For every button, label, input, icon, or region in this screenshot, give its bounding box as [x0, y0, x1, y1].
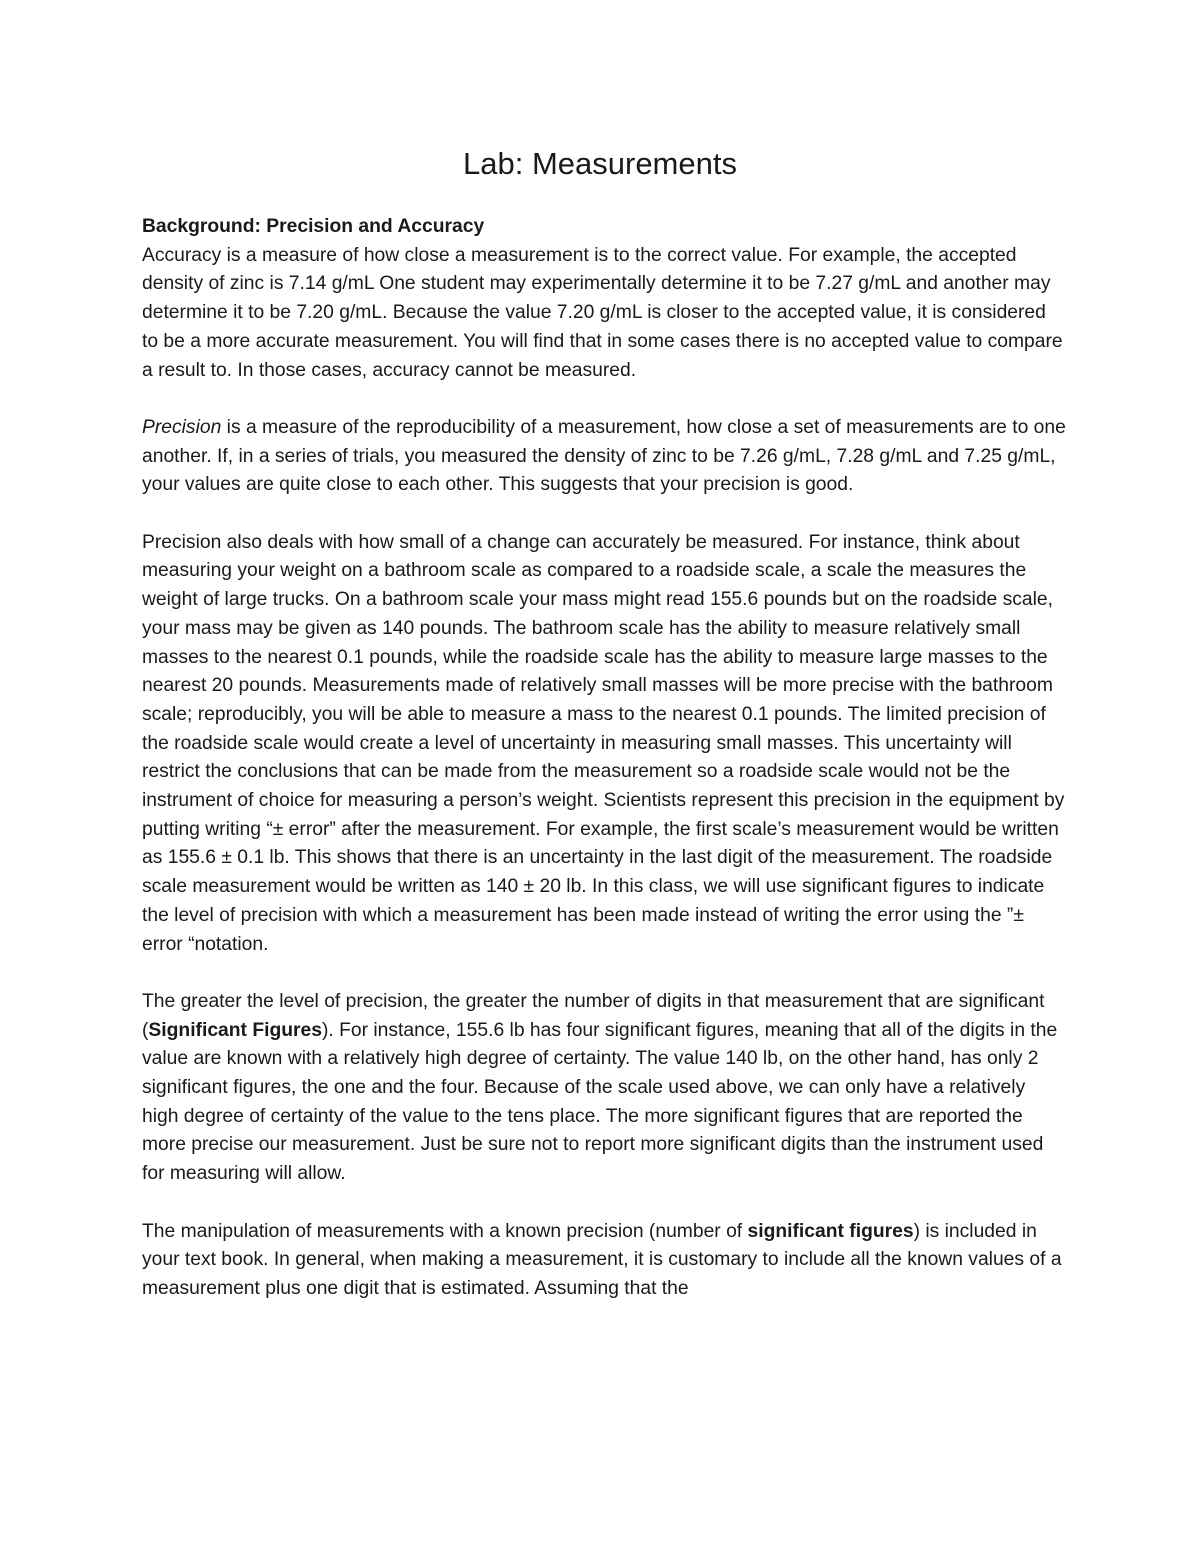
paragraph-sigfig-after: ). For instance, 155.6 lb has four significant figures, meaning that all of the digits in the value are known with a relatively high degree of certainty. The value 140 lb, on the other hand, has only 2 significant figures, the one and the four. Because of the scale used above, we can only have a relatively high degree of certainty of the value to the tens place. The more significant figures that are reported the more precise our measurement. Just be sure not to report more significant digits than the instrument used for measuring will allow. — [142, 1019, 1058, 1185]
paragraph-accuracy-text: Accuracy is a measure of how close a measurement is to the correct value. For example, the accepted density of zinc is 7.14 g/mL One student may experimentally determine it to be 7.27 g/mL and another may determine it to be 7.20 g/mL. Because the value 7.20 g/mL is closer to the accepted value, it is considered to be a more accurate measurement. You will find that in some cases there is no accepted value to compare a result to. In those cases, accuracy cannot be measured. — [142, 244, 1063, 381]
significant-figures-term: Significant Figures — [148, 1019, 322, 1041]
paragraph-manipulation-before: The manipulation of measurements with a known precision (number of — [142, 1220, 748, 1242]
paragraph-manipulation — [142, 1218, 1067, 1304]
precision-term: Precision — [142, 416, 222, 438]
paragraph-sigfig-before: The greater the level of precision, the greater the number of digits in that measurement that are significant ( — [142, 990, 1045, 1041]
paragraph-significant-figures — [142, 988, 1067, 1189]
significant-figures-term-2: significant figures — [747, 1220, 914, 1242]
paragraph-accuracy — [142, 213, 1067, 385]
section-heading: Background: Precision and Accuracy — [142, 216, 485, 237]
paragraph-precision — [142, 414, 1067, 500]
document-title: Lab: Measurements — [463, 146, 737, 181]
paragraph-precision-text: is a measure of the reproducibility of a measurement, how close a set of measurements are to one another. If, in a series of trials, you measured the density of zinc to be 7.26 g/mL, 7.28 g/mL and 7.25 g/mL, your values are quite close to each other. This suggests that your precision is good. — [142, 416, 1066, 496]
document-body — [142, 213, 1067, 1332]
paragraph-manipulation-after: ) is included in your text book. In general, when making a measurement, it is customary to include all the known values of a measurement plus one digit that is estimated. Assuming that the — [142, 1220, 1062, 1299]
paragraph-scales: Precision also deals with how small of a change can accurately be measured. For instance, think about measuring your weight on a bathroom scale as compared to a roadside scale, a scale the measures the weight of large trucks. On a bathroom scale your mass might read 155.6 pounds but on the roadside scale, your mass may be given as 140 pounds. The bathroom scale has the ability to measure relatively small masses to the nearest 0.1 pounds, while the roadside scale has the ability to measure large masses to the nearest 20 pounds. Measurements made of relatively small masses will be more precise with the bathroom scale; reproducibly, you will be able to measure a mass to the nearest 0.1 pounds. The limited precision of the roadside scale would create a level of uncertainty in measuring small masses. This uncertainty will restrict the conclusions that can be made from the measurement so a roadside scale would not be the instrument of choice for measuring a person’s weight. Scientists represent this precision in the equipment by putting writing “± error” after the measurement. For example, the first scale’s measurement would be written as 155.6 ± 0.1 lb. This shows that there is an uncertainty in the last digit of the measurement. The roadside scale measurement would be written as 140 ± 20 lb. In this class, we will use significant figures to indicate the level of precision with which a measurement has been made instead of writing the error using the ”± error “notation. — [142, 531, 1065, 955]
